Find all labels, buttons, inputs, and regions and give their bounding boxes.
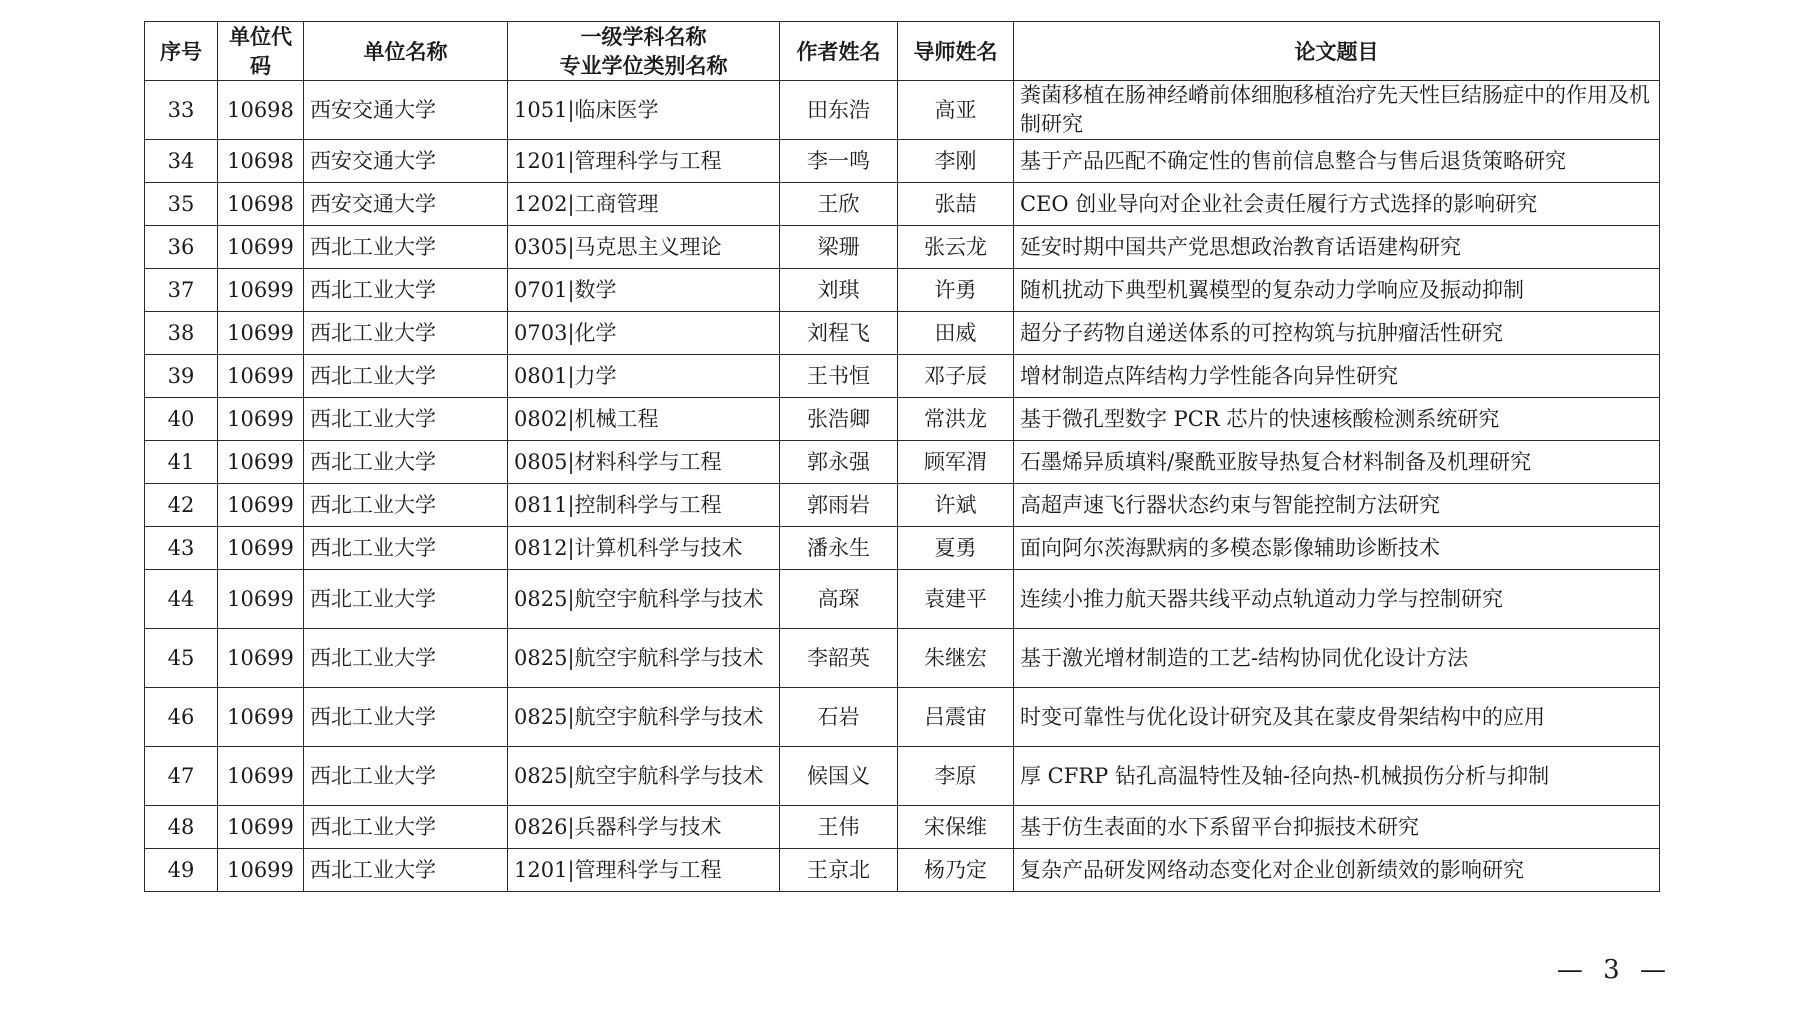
cell-unit-code: 10699 <box>218 355 304 398</box>
cell-thesis-title: 基于仿生表面的水下系留平台抑振技术研究 <box>1014 806 1660 849</box>
cell-thesis-title: 连续小推力航天器共线平动点轨道动力学与控制研究 <box>1014 570 1660 629</box>
cell-unit-name: 西北工业大学 <box>304 226 508 269</box>
cell-discipline: 0825|航空宇航科学与技术 <box>508 688 780 747</box>
cell-unit-name: 西安交通大学 <box>304 81 508 140</box>
cell-thesis-title: 超分子药物自递送体系的可控构筑与抗肿瘤活性研究 <box>1014 312 1660 355</box>
cell-unit-name: 西北工业大学 <box>304 527 508 570</box>
cell-discipline: 1202|工商管理 <box>508 183 780 226</box>
cell-discipline: 0305|马克思主义理论 <box>508 226 780 269</box>
table-row <box>145 484 1660 527</box>
table-row <box>145 441 1660 484</box>
cell-unit-code: 10698 <box>218 81 304 140</box>
table-row <box>145 140 1660 183</box>
cell-advisor: 许勇 <box>898 269 1014 312</box>
cell-seq: 36 <box>145 226 218 269</box>
cell-author: 王京北 <box>780 849 898 892</box>
table-header <box>145 22 1660 81</box>
cell-advisor: 顾军渭 <box>898 441 1014 484</box>
cell-unit-code: 10699 <box>218 441 304 484</box>
header-discipline-line1: 一级学科名称 <box>580 24 707 49</box>
cell-discipline: 1201|管理科学与工程 <box>508 140 780 183</box>
cell-thesis-title: 粪菌移植在肠神经嵴前体细胞移植治疗先天性巨结肠症中的作用及机制研究 <box>1014 81 1660 140</box>
cell-unit-code: 10699 <box>218 312 304 355</box>
table-row <box>145 747 1660 806</box>
cell-seq: 49 <box>145 849 218 892</box>
cell-advisor: 宋保维 <box>898 806 1014 849</box>
cell-thesis-title: 厚 CFRP 钻孔高温特性及轴-径向热-机械损伤分析与抑制 <box>1014 747 1660 806</box>
table-row <box>145 849 1660 892</box>
table-row <box>145 629 1660 688</box>
cell-unit-name: 西北工业大学 <box>304 484 508 527</box>
cell-seq: 42 <box>145 484 218 527</box>
cell-thesis-title: 面向阿尔茨海默病的多模态影像辅助诊断技术 <box>1014 527 1660 570</box>
cell-discipline: 0703|化学 <box>508 312 780 355</box>
cell-unit-code: 10699 <box>218 269 304 312</box>
cell-seq: 33 <box>145 81 218 140</box>
cell-unit-name: 西北工业大学 <box>304 441 508 484</box>
cell-discipline: 0805|材料科学与工程 <box>508 441 780 484</box>
cell-thesis-title: CEO 创业导向对企业社会责任履行方式选择的影响研究 <box>1014 183 1660 226</box>
table-row <box>145 527 1660 570</box>
cell-thesis-title: 高超声速飞行器状态约束与智能控制方法研究 <box>1014 484 1660 527</box>
cell-seq: 38 <box>145 312 218 355</box>
cell-seq: 40 <box>145 398 218 441</box>
cell-unit-name: 西北工业大学 <box>304 269 508 312</box>
cell-unit-name: 西安交通大学 <box>304 140 508 183</box>
table-body <box>145 81 1660 892</box>
cell-advisor: 张云龙 <box>898 226 1014 269</box>
header-discipline <box>508 22 780 81</box>
cell-discipline: 0825|航空宇航科学与技术 <box>508 747 780 806</box>
cell-discipline: 1051|临床医学 <box>508 81 780 140</box>
cell-author: 王书恒 <box>780 355 898 398</box>
cell-seq: 48 <box>145 806 218 849</box>
cell-seq: 47 <box>145 747 218 806</box>
cell-unit-code: 10699 <box>218 747 304 806</box>
cell-advisor: 袁建平 <box>898 570 1014 629</box>
cell-unit-name: 西安交通大学 <box>304 183 508 226</box>
cell-discipline: 0826|兵器科学与技术 <box>508 806 780 849</box>
table-row <box>145 355 1660 398</box>
cell-author: 梁珊 <box>780 226 898 269</box>
cell-advisor: 夏勇 <box>898 527 1014 570</box>
cell-unit-code: 10699 <box>218 484 304 527</box>
cell-discipline: 0825|航空宇航科学与技术 <box>508 629 780 688</box>
cell-unit-name: 西北工业大学 <box>304 849 508 892</box>
cell-author: 刘琪 <box>780 269 898 312</box>
cell-seq: 34 <box>145 140 218 183</box>
cell-unit-code: 10699 <box>218 688 304 747</box>
cell-advisor: 李刚 <box>898 140 1014 183</box>
cell-seq: 43 <box>145 527 218 570</box>
cell-thesis-title: 基于产品匹配不确定性的售前信息整合与售后退货策略研究 <box>1014 140 1660 183</box>
cell-thesis-title: 复杂产品研发网络动态变化对企业创新绩效的影响研究 <box>1014 849 1660 892</box>
table-row <box>145 312 1660 355</box>
cell-thesis-title: 石墨烯异质填料/聚酰亚胺导热复合材料制备及机理研究 <box>1014 441 1660 484</box>
cell-advisor: 田威 <box>898 312 1014 355</box>
cell-unit-code: 10699 <box>218 806 304 849</box>
cell-discipline: 0701|数学 <box>508 269 780 312</box>
header-title: 论文题目 <box>1014 22 1660 81</box>
header-advisor: 导师姓名 <box>898 22 1014 81</box>
cell-unit-name: 西北工业大学 <box>304 629 508 688</box>
cell-unit-code: 10699 <box>218 398 304 441</box>
cell-unit-code: 10699 <box>218 629 304 688</box>
cell-seq: 37 <box>145 269 218 312</box>
cell-advisor: 高亚 <box>898 81 1014 140</box>
table-row <box>145 688 1660 747</box>
cell-unit-code: 10699 <box>218 226 304 269</box>
cell-author: 田东浩 <box>780 81 898 140</box>
header-discipline-line2: 专业学位类别名称 <box>559 53 728 78</box>
cell-unit-code: 10699 <box>218 570 304 629</box>
cell-seq: 46 <box>145 688 218 747</box>
cell-author: 石岩 <box>780 688 898 747</box>
cell-author: 李一鸣 <box>780 140 898 183</box>
cell-advisor: 常洪龙 <box>898 398 1014 441</box>
cell-thesis-title: 时变可靠性与优化设计研究及其在蒙皮骨架结构中的应用 <box>1014 688 1660 747</box>
table-row <box>145 81 1660 140</box>
cell-seq: 41 <box>145 441 218 484</box>
cell-advisor: 吕震宙 <box>898 688 1014 747</box>
cell-author: 张浩卿 <box>780 398 898 441</box>
cell-discipline: 1201|管理科学与工程 <box>508 849 780 892</box>
cell-unit-name: 西北工业大学 <box>304 312 508 355</box>
table-row <box>145 226 1660 269</box>
page-number: — 3 — <box>1556 955 1672 985</box>
cell-discipline: 0825|航空宇航科学与技术 <box>508 570 780 629</box>
header-author: 作者姓名 <box>780 22 898 81</box>
cell-unit-code: 10699 <box>218 527 304 570</box>
cell-unit-name: 西北工业大学 <box>304 806 508 849</box>
cell-discipline: 0812|计算机科学与技术 <box>508 527 780 570</box>
cell-author: 潘永生 <box>780 527 898 570</box>
thesis-list-table <box>144 21 1660 892</box>
cell-thesis-title: 随机扰动下典型机翼模型的复杂动力学响应及振动抑制 <box>1014 269 1660 312</box>
cell-seq: 39 <box>145 355 218 398</box>
header-seq: 序号 <box>145 22 218 81</box>
cell-author: 刘程飞 <box>780 312 898 355</box>
cell-author: 郭雨岩 <box>780 484 898 527</box>
cell-unit-name: 西北工业大学 <box>304 747 508 806</box>
cell-unit-code: 10698 <box>218 183 304 226</box>
cell-author: 郭永强 <box>780 441 898 484</box>
cell-unit-code: 10698 <box>218 140 304 183</box>
cell-discipline: 0811|控制科学与工程 <box>508 484 780 527</box>
cell-unit-code: 10699 <box>218 849 304 892</box>
header-unit-name: 单位名称 <box>304 22 508 81</box>
table-row <box>145 570 1660 629</box>
cell-seq: 45 <box>145 629 218 688</box>
table-row <box>145 183 1660 226</box>
cell-thesis-title: 基于激光增材制造的工艺-结构协同优化设计方法 <box>1014 629 1660 688</box>
cell-thesis-title: 延安时期中国共产党思想政治教育话语建构研究 <box>1014 226 1660 269</box>
cell-thesis-title: 增材制造点阵结构力学性能各向异性研究 <box>1014 355 1660 398</box>
cell-advisor: 杨乃定 <box>898 849 1014 892</box>
cell-unit-name: 西北工业大学 <box>304 398 508 441</box>
cell-author: 王欣 <box>780 183 898 226</box>
cell-advisor: 李原 <box>898 747 1014 806</box>
cell-unit-name: 西北工业大学 <box>304 355 508 398</box>
table-row <box>145 806 1660 849</box>
cell-author: 候国义 <box>780 747 898 806</box>
header-row <box>145 22 1660 81</box>
cell-author: 李韶英 <box>780 629 898 688</box>
cell-thesis-title: 基于微孔型数字 PCR 芯片的快速核酸检测系统研究 <box>1014 398 1660 441</box>
cell-unit-name: 西北工业大学 <box>304 688 508 747</box>
cell-author: 高琛 <box>780 570 898 629</box>
cell-unit-name: 西北工业大学 <box>304 570 508 629</box>
cell-discipline: 0801|力学 <box>508 355 780 398</box>
cell-seq: 44 <box>145 570 218 629</box>
cell-advisor: 张喆 <box>898 183 1014 226</box>
cell-advisor: 许斌 <box>898 484 1014 527</box>
cell-seq: 35 <box>145 183 218 226</box>
cell-advisor: 朱继宏 <box>898 629 1014 688</box>
cell-advisor: 邓子辰 <box>898 355 1014 398</box>
cell-discipline: 0802|机械工程 <box>508 398 780 441</box>
cell-author: 王伟 <box>780 806 898 849</box>
header-unit-code: 单位代码 <box>218 22 304 81</box>
table-row <box>145 398 1660 441</box>
table-row <box>145 269 1660 312</box>
